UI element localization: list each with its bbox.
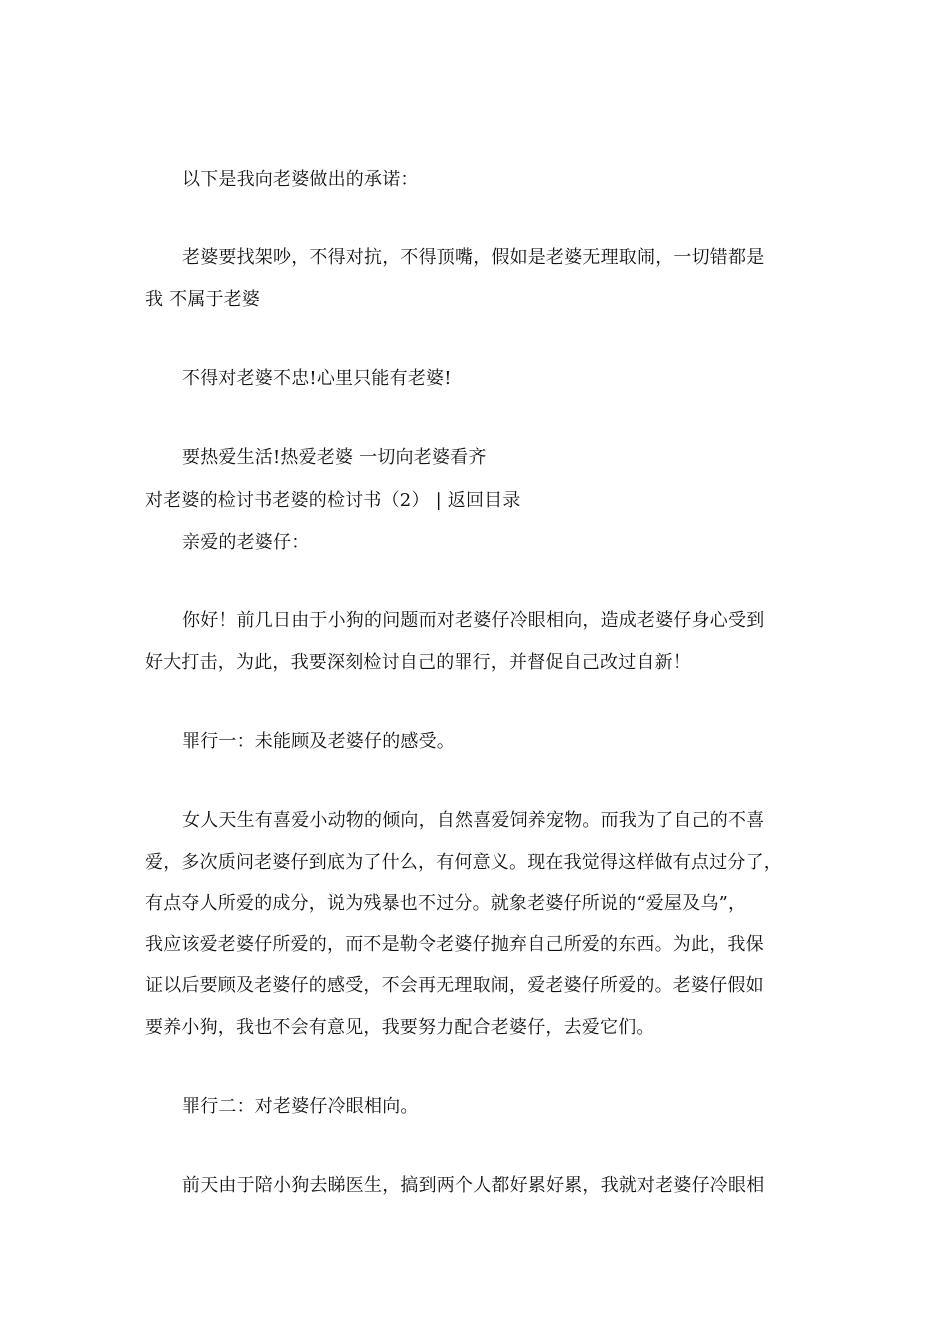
promise-3: 要热爱生活!热爱老婆 一切向老婆看齐 xyxy=(182,447,487,468)
promise-1-line-2: 我 不属于老婆 xyxy=(145,289,261,310)
crime-2-title: 罪行二：对老婆仔冷眼相向。 xyxy=(182,1096,419,1117)
intro-line-1: 你好！前几日由于小狗的问题而对老婆仔冷眼相向，造成老婆仔身心受到 xyxy=(182,610,765,631)
crime-1-title: 罪行一：未能顾及老婆仔的感受。 xyxy=(182,731,455,752)
promise-2: 不得对老婆不忠!心里只能有老婆! xyxy=(182,368,452,389)
promise-intro: 以下是我向老婆做出的承诺： xyxy=(182,169,419,190)
crime-1-line: 我应该爱老婆仔所爱的，而不是勒令老婆仔抛弃自己所爱的东西。为此，我保 xyxy=(145,934,764,955)
crime-1-line: 要养小狗，我也不会有意见，我要努力配合老婆仔，去爱它们。 xyxy=(145,1017,655,1038)
crime-2-line-1: 前天由于陪小狗去睇医生，搞到两个人都好累好累，我就对老婆仔冷眼相 xyxy=(182,1175,765,1196)
intro-line-2: 好大打击，为此，我要深刻检讨自己的罪行，并督促自己改过自新！ xyxy=(145,652,691,673)
salutation: 亲爱的老婆仔： xyxy=(182,532,310,553)
crime-1-line: 证以后要顾及老婆仔的感受，不会再无理取闹，爱老婆仔所爱的。老婆仔假如 xyxy=(145,975,764,996)
promise-1-line-1: 老婆要找架吵，不得对抗，不得顶嘴，假如是老婆无理取闹，一切错都是 xyxy=(182,247,765,268)
crime-1-line: 有点夺人所爱的成分，说为残暴也不过分。就象老婆仔所说的“爱屋及乌”， xyxy=(145,893,747,914)
section-heading: 对老婆的检讨书老婆的检讨书（2） | 返回目录 xyxy=(145,490,521,511)
crime-1-line: 女人天生有喜爱小动物的倾向，自然喜爱饲养宠物。而我为了自己的不喜 xyxy=(182,810,765,831)
crime-1-line: 爱，多次质问老婆仔到底为了什么，有何意义。现在我觉得这样做有点过分了， xyxy=(145,852,782,873)
